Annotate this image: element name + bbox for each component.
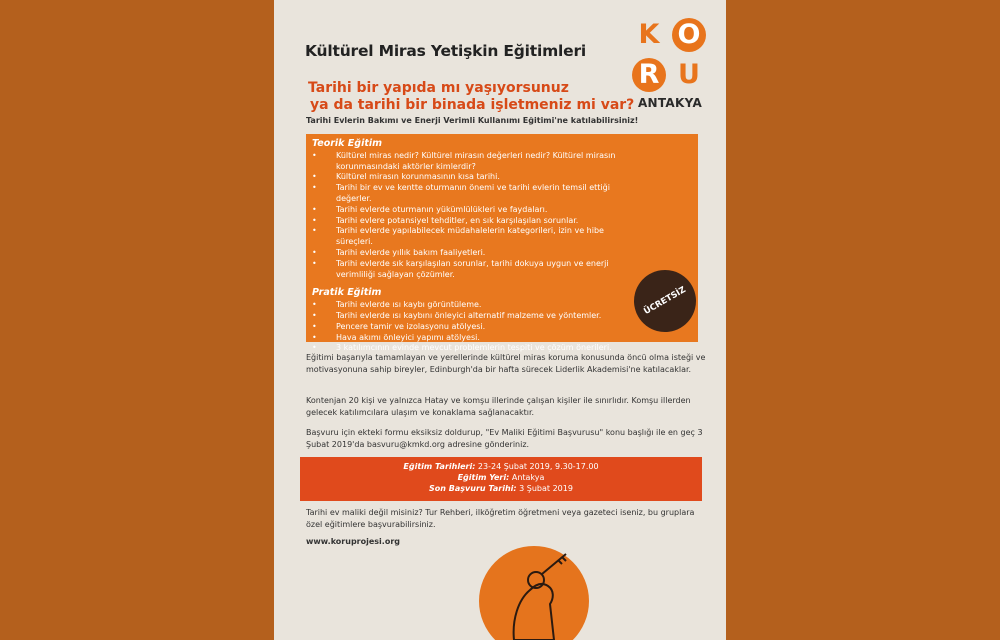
theory-title: Teorik Eğitim (312, 138, 383, 149)
dates-label: Eğitim Tarihleri: (403, 462, 476, 471)
koru-logo (632, 18, 708, 114)
logo-letter-grid (632, 18, 708, 94)
headline-line-1: Tarihi bir yapıda mı yaşıyorsunuz (308, 80, 569, 96)
place-value: Antakya (509, 473, 545, 482)
dates-value: 23-24 Şubat 2019, 9.30-17.00 (475, 462, 599, 471)
headline-line-2: ya da tarihi bir binada işletmeniz mi var? (310, 97, 635, 113)
subtitle: Tarihi Evlerin Bakımı ve Enerji Verimli Kullanımı Eğitimi'ne katılabilirsiniz! (306, 116, 639, 125)
logo-letter-r: R (632, 58, 666, 92)
list-item: • Pencere tamir ve izolasyonu atölyesi. (306, 322, 698, 333)
deadline-label: Son Başvuru Tarihi: (429, 484, 517, 493)
website-link[interactable]: www.koruprojesi.org (306, 537, 400, 546)
free-badge: ÜCRETSİZ (623, 259, 708, 344)
dates-line (300, 461, 702, 472)
list-item: • Kültürel miras nedir? Kültürel mirasın değerleri nedir? Kültürel mirasın korunmasındaki aktörler kimlerdir? (306, 151, 698, 173)
list-item: • 3 katılımcının evinde mevcut problemlerin tespiti ve çözüm önerileri. (306, 343, 698, 354)
deadline-line (300, 483, 702, 494)
list-item: • Tarihi evlere potansiyel tehditler, en sık karşılaşılan sorunlar. (306, 216, 698, 227)
para-quota: Kontenjan 20 kişi ve yalnızca Hatay ve komşu illerinde çalışan kişiler ile sınırlıdır. Komşu illerden gelecek katılımcılara ulaşım ve konaklama sağlanacaktır. (306, 396, 691, 417)
logo-letter-u: U (678, 59, 700, 90)
logo-letter-o: O (672, 18, 706, 52)
list-item: • Tarihi evlerde ısı kaybını önleyici alternatif malzeme ve yöntemler. (306, 311, 698, 322)
list-item: • Tarihi evlerde ısı kaybı görüntüleme. (306, 300, 698, 311)
place-label: Eğitim Yeri: (457, 473, 510, 482)
details-bar (300, 457, 702, 501)
theory-list (306, 151, 698, 281)
poster (274, 0, 726, 640)
para-leadership: Eğitimi başarıyla tamamlayan ve yerellerinde kültürel miras koruma konusunda öncü olma isteği ve motivasyonuna sahip bireyler, Edinburgh'da bir hafta sürecek Liderlik Akademisi'ne katılacaklar. (306, 353, 706, 374)
headline (308, 80, 638, 114)
list-item: • Kültürel mirasın korunmasının kısa tarihi. (306, 172, 698, 183)
list-item: • Tarihi evlerde sık karşılaşılan sorunlar, tarihi dokuya uygun ve enerji verimliliği sağlayan çözümler. (306, 259, 698, 281)
logo-letter-k: K (638, 19, 660, 50)
list-item: • Tarihi evlerde yıllık bakım faaliyetleri. (306, 248, 698, 259)
list-item: • Hava akımı önleyici yapımı atölyesi. (306, 333, 698, 344)
list-item: • Tarihi evlerde yapılabilecek müdahalelerin kategorileri, izin ve hibe süreçleri. (306, 226, 698, 248)
list-item: • Tarihi bir ev ve kentte oturmanın önemi ve tarihi evlerin temsil ettiği değerler. (306, 183, 698, 205)
hand-key-icon (484, 540, 584, 640)
logo-city: ANTAKYA (637, 96, 703, 110)
practice-title: Pratik Eğitim (312, 287, 382, 299)
list-item: • Tarihi evlerde oturmanın yükümlülükleri ve faydaları. (306, 205, 698, 216)
place-line (300, 472, 702, 483)
poster-title: Kültürel Miras Yetişkin Eğitimleri (305, 42, 587, 60)
para-other-groups: Tarihi ev maliki değil misiniz? Tur Rehberi, ilköğretim öğretmeni veya gazeteci iseniz, bu gruplara özel eğitimlere başvurabilirsiniz. (306, 508, 695, 529)
curriculum-box (306, 134, 698, 353)
deadline-value: 3 Şubat 2019 (516, 484, 573, 493)
para-application: Başvuru için ekteki formu eksiksiz doldurup, "Ev Maliki Eğitimi Başvurusu" konu başlığı ile en geç 3 Şubat 2019'da basvuru@kmkd.org adresine gönderiniz. (306, 428, 703, 449)
